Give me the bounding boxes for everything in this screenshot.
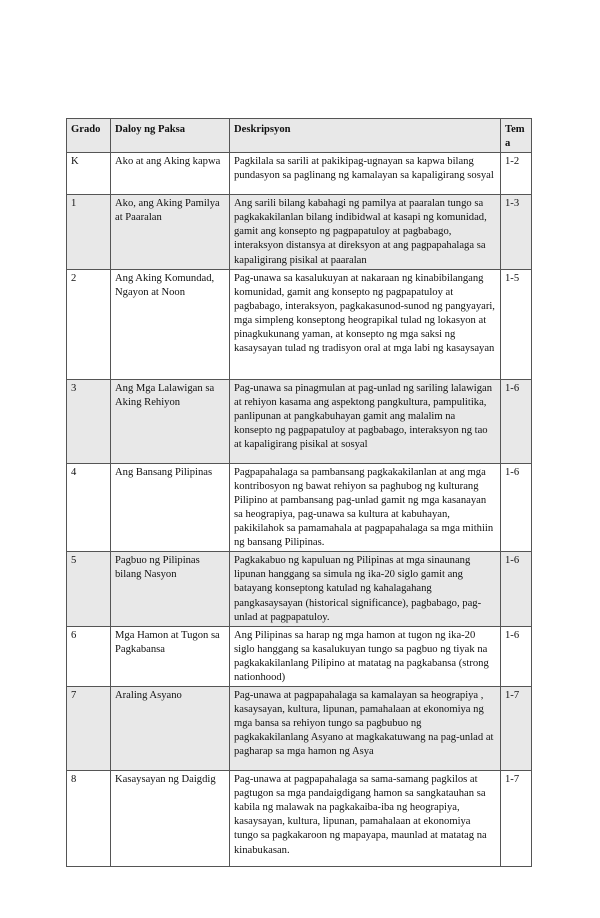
topic-cell: Ang Aking Komundad, Ngayon at Noon <box>111 269 230 379</box>
topic-cell: Ang Bansang Pilipinas <box>111 463 230 552</box>
grade-cell: 2 <box>67 269 111 379</box>
topic-cell: Kasaysayan ng Daigdig <box>111 771 230 867</box>
topic-cell: Mga Hamon at Tugon sa Pagkabansa <box>111 626 230 686</box>
description-cell: Pag-unawa sa kasalukuyan at nakaraan ng kinabibilangang komunidad, gamit ang konsepto ng pagpapatuloy at pagbabago, interaksyon, pagkakasunod-sunod ng pangyayari, mga simpleng konseptong heograpikal tulad ng lokasyon at pinagkukunang yaman, at konsepto ng mga saksi ng kasaysayan tulad ng tradisyon oral at mga labi ng kasaysayan <box>230 269 501 379</box>
description-cell: Pagpapahalaga sa pambansang pagkakakilanlan at ang mga kontribosyon ng bawat rehiyon sa paghubog ng kulturang Pilipino at pambansang pag-unlad gamit ng mga kasanayan sa heograpiya, pag-unawa sa kultura at kabuhayan, pakikilahok sa pamamahala at pagpapahalaga sa mga mithiin ng bansang Pilipinas. <box>230 463 501 552</box>
description-cell: Pag-unawa at pagpapahalaga sa kamalayan sa heograpiya , kasaysayan, kultura, lipunan, pamahalaan at ekonomiya ng mga bansa sa rehiyon tungo sa pagbubuo ng pagkakakilanlang Asyano at magkakatuwang na pag-unlad at pagharap sa mga hamon ng Asya <box>230 687 501 771</box>
header-row <box>67 119 532 153</box>
grade-cell: 1 <box>67 195 111 269</box>
theme-cell: 1-6 <box>501 552 532 626</box>
grade-cell: 3 <box>67 379 111 463</box>
theme-cell: 1-7 <box>501 687 532 771</box>
theme-cell: 1-6 <box>501 626 532 686</box>
theme-cell: 1-5 <box>501 269 532 379</box>
table-row <box>67 687 532 771</box>
topic-cell: Araling Asyano <box>111 687 230 771</box>
grade-cell: 4 <box>67 463 111 552</box>
description-cell: Ang Pilipinas sa harap ng mga hamon at tugon ng ika-20 siglo hanggang sa kasalukuyan tungo sa pagbuo ng tiyak na pagkakakilanlang Pilipino at matatag na pagkabansa (strong nationhood) <box>230 626 501 686</box>
topic-cell: Pagbuo ng Pilipinas bilang Nasyon <box>111 552 230 626</box>
grade-cell: 7 <box>67 687 111 771</box>
description-cell: Pag-unawa sa pinagmulan at pag-unlad ng sariling lalawigan at rehiyon kasama ang aspektong pangkultura, pampulitika, panlipunan at pangkabuhayan gamit ang malalim na konsepto ng pagpapatuloy at pagbabago, interaksyon ng tao at kapaligirang pisikal at sosyal <box>230 379 501 463</box>
curriculum-table <box>66 118 532 867</box>
header-theme: Tema <box>501 119 532 153</box>
table-row <box>67 626 532 686</box>
topic-cell: Ako, ang Aking Pamilya at Paaralan <box>111 195 230 269</box>
theme-cell: 1-6 <box>501 379 532 463</box>
description-cell: Pagkilala sa sarili at pakikipag-ugnayan sa kapwa bilang pundasyon sa paglinang ng kamalayan sa kapaligirang sosyal <box>230 153 501 195</box>
table-row <box>67 153 532 195</box>
grade-cell: K <box>67 153 111 195</box>
header-topic: Daloy ng Paksa <box>111 119 230 153</box>
header-description: Deskripsyon <box>230 119 501 153</box>
theme-cell: 1-3 <box>501 195 532 269</box>
grade-cell: 5 <box>67 552 111 626</box>
table-row <box>67 379 532 463</box>
table-row <box>67 269 532 379</box>
description-cell: Ang sarili bilang kabahagi ng pamilya at paaralan tungo sa pagkakakilanlan bilang indibidwal at kasapi ng komunidad, gamit ang konsepto ng pagpapatuloy at pagbabago, interaksyon distansya at direksyon at ang pagpapahalaga sa kapaligirang pisikal at paaralan <box>230 195 501 269</box>
grade-cell: 8 <box>67 771 111 867</box>
description-cell: Pag-unawa at pagpapahalaga sa sama-samang pagkilos at pagtugon sa mga pandaigdigang hamon sa sangkatauhan sa kabila ng malawak na pagkakaiba-iba ng heograpiya, kasaysayan, kultura, lipunan, pamahalaan at ekonomiya tungo sa pagkakaroon ng mapayapa, maunlad at matatag na kinabukasan. <box>230 771 501 867</box>
grade-cell: 6 <box>67 626 111 686</box>
table-row <box>67 771 532 867</box>
theme-cell: 1-7 <box>501 771 532 867</box>
theme-cell: 1-6 <box>501 463 532 552</box>
topic-cell: Ako at ang Aking kapwa <box>111 153 230 195</box>
table-row <box>67 552 532 626</box>
theme-cell: 1-2 <box>501 153 532 195</box>
description-cell: Pagkakabuo ng kapuluan ng Pilipinas at mga sinaunang lipunan hanggang sa simula ng ika-20 siglo gamit ang batayang konseptong katulad ng kahalagahang pangkasaysayan (historical significance), pagbabago, pag-unlad at pagpapatuloy. <box>230 552 501 626</box>
table-row <box>67 463 532 552</box>
table-row <box>67 195 532 269</box>
topic-cell: Ang Mga Lalawigan sa Aking Rehiyon <box>111 379 230 463</box>
header-grade: Grado <box>67 119 111 153</box>
